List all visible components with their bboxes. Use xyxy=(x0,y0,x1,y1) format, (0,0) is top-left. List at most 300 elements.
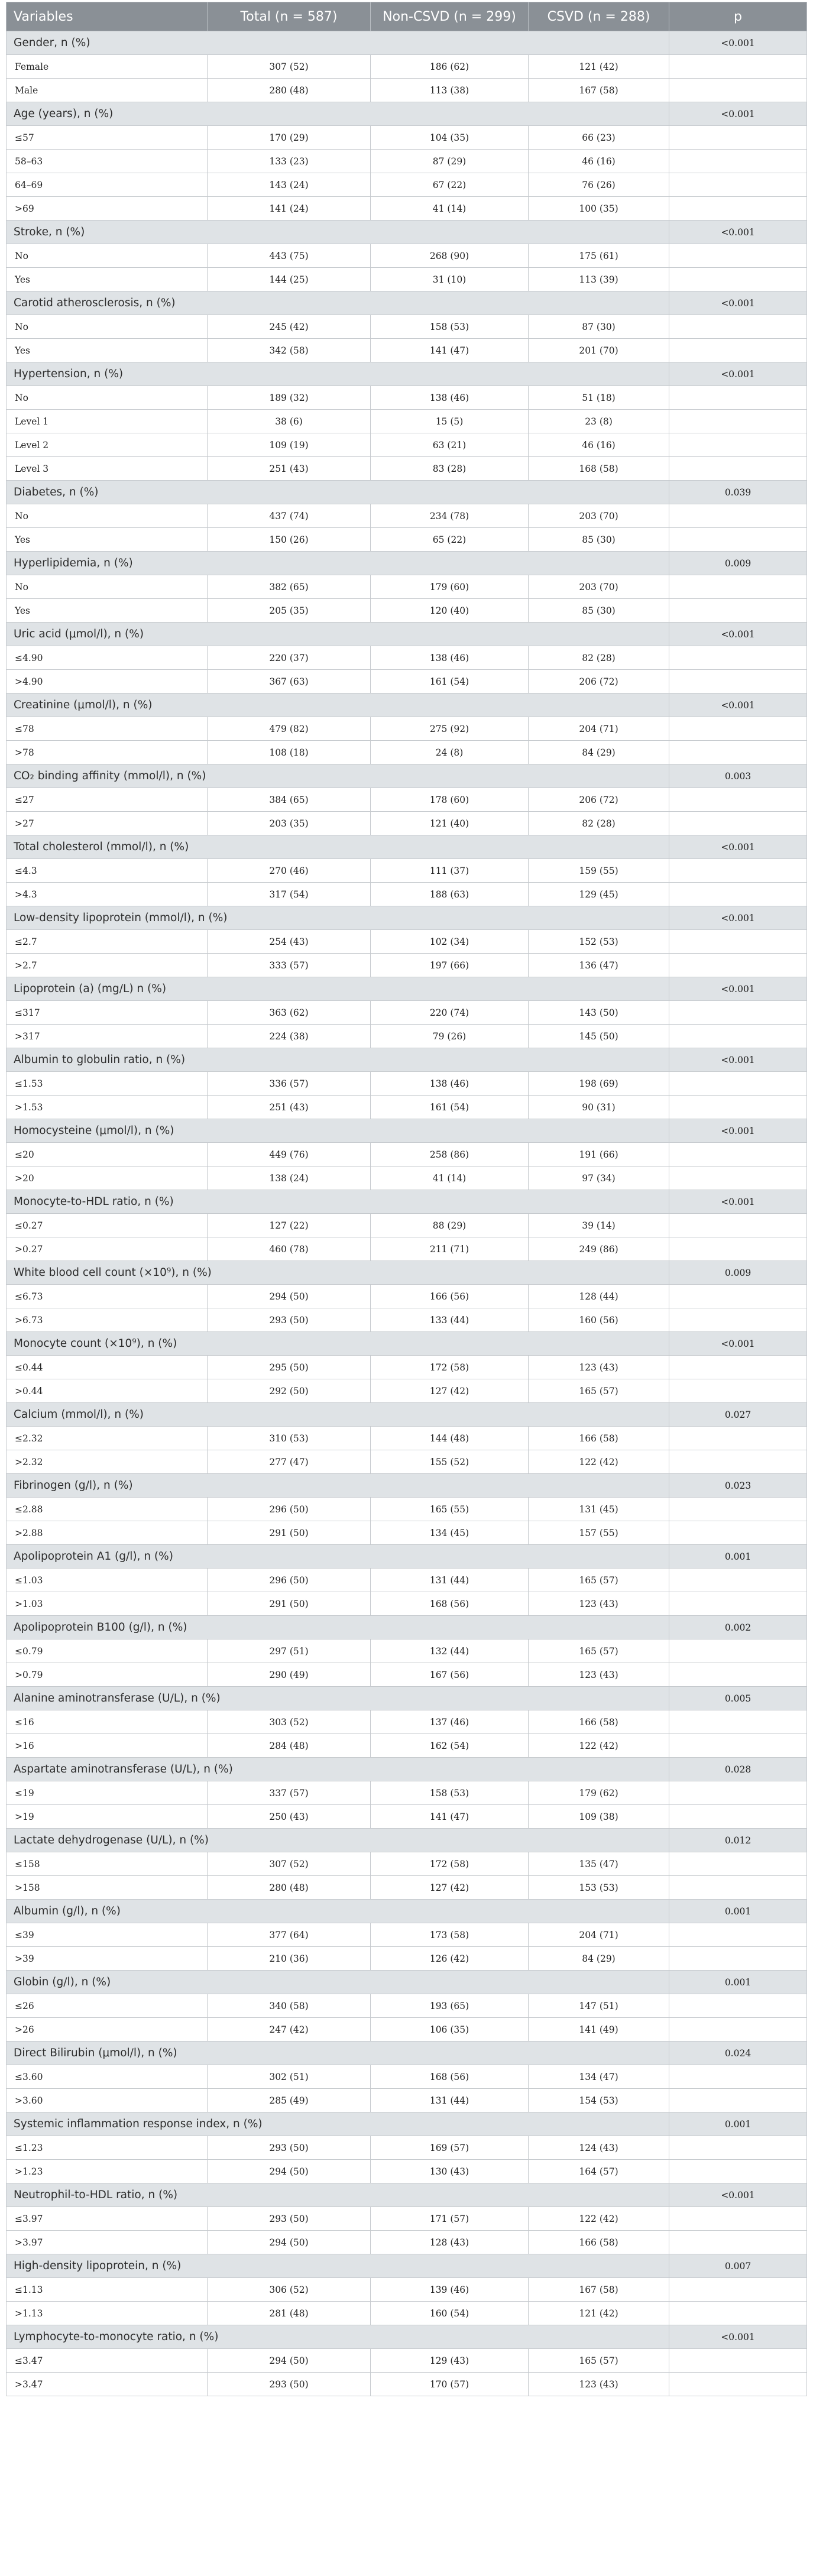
row-p-empty xyxy=(669,244,807,268)
row-non-csvd: 166 (56) xyxy=(371,1285,529,1308)
row-p-empty xyxy=(669,1876,807,1900)
table-row xyxy=(7,315,807,339)
row-label: ≤2.32 xyxy=(7,1427,208,1450)
row-p-empty xyxy=(669,2349,807,2373)
group-p-value: 0.039 xyxy=(669,481,807,504)
row-csvd: 129 (45) xyxy=(529,883,669,906)
row-p-empty xyxy=(669,1781,807,1805)
row-csvd: 121 (42) xyxy=(529,55,669,79)
row-label: Yes xyxy=(7,339,208,362)
group-p-value: <0.001 xyxy=(669,291,807,315)
row-total: 133 (23) xyxy=(208,150,371,173)
row-non-csvd: 144 (48) xyxy=(371,1427,529,1450)
row-p-empty xyxy=(669,575,807,599)
row-non-csvd: 168 (56) xyxy=(371,2065,529,2089)
row-label: ≤16 xyxy=(7,1710,208,1734)
row-total: 293 (50) xyxy=(208,1308,371,1332)
row-non-csvd: 131 (44) xyxy=(371,1569,529,1592)
table-row xyxy=(7,2373,807,2396)
row-p-empty xyxy=(669,1498,807,1521)
group-p-value: 0.001 xyxy=(669,1545,807,1569)
row-non-csvd: 178 (60) xyxy=(371,788,529,812)
table-row xyxy=(7,1356,807,1379)
group-header-row xyxy=(7,552,807,575)
row-csvd: 204 (71) xyxy=(529,1923,669,1947)
row-p-empty xyxy=(669,883,807,906)
row-label: ≤4.90 xyxy=(7,646,208,670)
row-total: 224 (38) xyxy=(208,1025,371,1048)
row-p-empty xyxy=(669,1143,807,1167)
row-label: Female xyxy=(7,55,208,79)
row-p-empty xyxy=(669,954,807,977)
header-variables: Variables xyxy=(7,2,208,31)
row-total: 170 (29) xyxy=(208,126,371,150)
group-name: Creatinine (μmol/l), n (%) xyxy=(7,694,669,717)
table-row xyxy=(7,1805,807,1829)
row-label: Yes xyxy=(7,599,208,623)
row-label: No xyxy=(7,504,208,528)
row-p-empty xyxy=(669,150,807,173)
group-header-row xyxy=(7,1332,807,1356)
group-header-row xyxy=(7,102,807,126)
table-row xyxy=(7,859,807,883)
row-non-csvd: 138 (46) xyxy=(371,386,529,410)
row-non-csvd: 137 (46) xyxy=(371,1710,529,1734)
row-label: ≤2.88 xyxy=(7,1498,208,1521)
row-label: No xyxy=(7,575,208,599)
row-csvd: 66 (23) xyxy=(529,126,669,150)
row-label: ≤3.47 xyxy=(7,2349,208,2373)
group-p-value: 0.001 xyxy=(669,1971,807,1994)
row-total: 306 (52) xyxy=(208,2278,371,2302)
row-label: >0.44 xyxy=(7,1379,208,1403)
row-total: 280 (48) xyxy=(208,1876,371,1900)
table-row xyxy=(7,126,807,150)
group-p-value: 0.005 xyxy=(669,1687,807,1710)
row-p-empty xyxy=(669,1308,807,1332)
group-p-value: <0.001 xyxy=(669,2183,807,2207)
header-p: p xyxy=(669,2,807,31)
table-row xyxy=(7,1285,807,1308)
row-p-empty xyxy=(669,1214,807,1237)
row-non-csvd: 126 (42) xyxy=(371,1947,529,1971)
row-total: 317 (54) xyxy=(208,883,371,906)
row-csvd: 165 (57) xyxy=(529,1639,669,1663)
header-non-csvd: Non-CSVD (n = 299) xyxy=(371,2,529,31)
row-csvd: 128 (44) xyxy=(529,1285,669,1308)
row-total: 251 (43) xyxy=(208,457,371,481)
row-csvd: 123 (43) xyxy=(529,1356,669,1379)
row-label: ≤19 xyxy=(7,1781,208,1805)
row-csvd: 46 (16) xyxy=(529,150,669,173)
row-total: 254 (43) xyxy=(208,930,371,954)
table-row xyxy=(7,575,807,599)
row-total: 108 (18) xyxy=(208,741,371,764)
row-csvd: 249 (86) xyxy=(529,1237,669,1261)
row-total: 203 (35) xyxy=(208,812,371,835)
group-name: White blood cell count (×10⁹), n (%) xyxy=(7,1261,669,1285)
row-csvd: 157 (55) xyxy=(529,1521,669,1545)
table-row xyxy=(7,1214,807,1237)
row-total: 277 (47) xyxy=(208,1450,371,1474)
group-name: Gender, n (%) xyxy=(7,31,669,55)
group-name: Homocysteine (μmol/l), n (%) xyxy=(7,1119,669,1143)
row-non-csvd: 113 (38) xyxy=(371,79,529,102)
row-total: 281 (48) xyxy=(208,2302,371,2325)
group-p-value: 0.009 xyxy=(669,1261,807,1285)
row-non-csvd: 170 (57) xyxy=(371,2373,529,2396)
row-label: ≤78 xyxy=(7,717,208,741)
group-name: Monocyte-to-HDL ratio, n (%) xyxy=(7,1190,669,1214)
group-header-row xyxy=(7,481,807,504)
row-total: 150 (26) xyxy=(208,528,371,552)
row-total: 205 (35) xyxy=(208,599,371,623)
row-total: 296 (50) xyxy=(208,1569,371,1592)
row-csvd: 154 (53) xyxy=(529,2089,669,2112)
row-label: ≤158 xyxy=(7,1852,208,1876)
row-non-csvd: 120 (40) xyxy=(371,599,529,623)
row-csvd: 76 (26) xyxy=(529,173,669,197)
row-p-empty xyxy=(669,1592,807,1616)
group-p-value: <0.001 xyxy=(669,1048,807,1072)
group-name: Albumin (g/l), n (%) xyxy=(7,1900,669,1923)
row-non-csvd: 139 (46) xyxy=(371,2278,529,2302)
row-csvd: 85 (30) xyxy=(529,599,669,623)
row-total: 291 (50) xyxy=(208,1592,371,1616)
row-label: >0.27 xyxy=(7,1237,208,1261)
row-label: >26 xyxy=(7,2018,208,2042)
row-csvd: 84 (29) xyxy=(529,741,669,764)
row-non-csvd: 167 (56) xyxy=(371,1663,529,1687)
group-name: Neutrophil-to-HDL ratio, n (%) xyxy=(7,2183,669,2207)
row-total: 144 (25) xyxy=(208,268,371,291)
row-label: Yes xyxy=(7,528,208,552)
row-p-empty xyxy=(669,741,807,764)
group-name: Albumin to globulin ratio, n (%) xyxy=(7,1048,669,1072)
row-total: 437 (74) xyxy=(208,504,371,528)
group-name: Low-density lipoprotein (mmol/l), n (%) xyxy=(7,906,669,930)
table-row xyxy=(7,1521,807,1545)
row-csvd: 147 (51) xyxy=(529,1994,669,2018)
header-csvd: CSVD (n = 288) xyxy=(529,2,669,31)
row-label: ≤317 xyxy=(7,1001,208,1025)
row-label: ≤6.73 xyxy=(7,1285,208,1308)
row-non-csvd: 131 (44) xyxy=(371,2089,529,2112)
row-label: ≤26 xyxy=(7,1994,208,2018)
group-header-row xyxy=(7,291,807,315)
group-name: Systemic inflammation response index, n (%) xyxy=(7,2112,669,2136)
group-name: Lymphocyte-to-monocyte ratio, n (%) xyxy=(7,2325,669,2349)
row-p-empty xyxy=(669,1096,807,1119)
row-non-csvd: 128 (43) xyxy=(371,2231,529,2254)
row-p-empty xyxy=(669,1167,807,1190)
row-total: 285 (49) xyxy=(208,2089,371,2112)
row-p-empty xyxy=(669,315,807,339)
row-csvd: 165 (57) xyxy=(529,1379,669,1403)
row-non-csvd: 158 (53) xyxy=(371,315,529,339)
row-csvd: 39 (14) xyxy=(529,1214,669,1237)
row-label: No xyxy=(7,244,208,268)
group-header-row xyxy=(7,2112,807,2136)
table-row xyxy=(7,173,807,197)
row-label: >69 xyxy=(7,197,208,221)
table-row xyxy=(7,339,807,362)
row-total: 109 (19) xyxy=(208,433,371,457)
row-total: 333 (57) xyxy=(208,954,371,977)
row-p-empty xyxy=(669,1663,807,1687)
row-total: 293 (50) xyxy=(208,2136,371,2160)
row-p-empty xyxy=(669,1639,807,1663)
row-csvd: 159 (55) xyxy=(529,859,669,883)
row-label: >1.53 xyxy=(7,1096,208,1119)
table-row xyxy=(7,1308,807,1332)
table-row xyxy=(7,1143,807,1167)
row-non-csvd: 258 (86) xyxy=(371,1143,529,1167)
row-total: 294 (50) xyxy=(208,2231,371,2254)
table-row xyxy=(7,788,807,812)
row-csvd: 206 (72) xyxy=(529,670,669,694)
row-csvd: 87 (30) xyxy=(529,315,669,339)
row-label: >3.60 xyxy=(7,2089,208,2112)
row-non-csvd: 179 (60) xyxy=(371,575,529,599)
group-header-row xyxy=(7,764,807,788)
row-csvd: 123 (43) xyxy=(529,2373,669,2396)
row-p-empty xyxy=(669,1427,807,1450)
row-total: 296 (50) xyxy=(208,1498,371,1521)
row-label: >2.88 xyxy=(7,1521,208,1545)
row-non-csvd: 160 (54) xyxy=(371,2302,529,2325)
table-row xyxy=(7,954,807,977)
row-csvd: 122 (42) xyxy=(529,1450,669,1474)
row-non-csvd: 83 (28) xyxy=(371,457,529,481)
row-total: 138 (24) xyxy=(208,1167,371,1190)
row-csvd: 84 (29) xyxy=(529,1947,669,1971)
group-header-row xyxy=(7,1616,807,1639)
row-non-csvd: 172 (58) xyxy=(371,1852,529,1876)
row-total: 38 (6) xyxy=(208,410,371,433)
row-non-csvd: 41 (14) xyxy=(371,1167,529,1190)
table-row xyxy=(7,1167,807,1190)
row-total: 245 (42) xyxy=(208,315,371,339)
group-header-row xyxy=(7,1687,807,1710)
row-label: ≤0.79 xyxy=(7,1639,208,1663)
row-non-csvd: 193 (65) xyxy=(371,1994,529,2018)
row-p-empty xyxy=(669,386,807,410)
row-p-empty xyxy=(669,55,807,79)
row-total: 143 (24) xyxy=(208,173,371,197)
row-csvd: 113 (39) xyxy=(529,268,669,291)
row-non-csvd: 127 (42) xyxy=(371,1876,529,1900)
table-row xyxy=(7,1025,807,1048)
row-total: 293 (50) xyxy=(208,2207,371,2231)
row-non-csvd: 169 (57) xyxy=(371,2136,529,2160)
row-p-empty xyxy=(669,79,807,102)
row-non-csvd: 173 (58) xyxy=(371,1923,529,1947)
row-non-csvd: 63 (21) xyxy=(371,433,529,457)
row-label: >2.7 xyxy=(7,954,208,977)
group-name: Uric acid (μmol/l), n (%) xyxy=(7,623,669,646)
row-p-empty xyxy=(669,1805,807,1829)
row-non-csvd: 158 (53) xyxy=(371,1781,529,1805)
row-p-empty xyxy=(669,1450,807,1474)
group-header-row xyxy=(7,1048,807,1072)
row-csvd: 203 (70) xyxy=(529,504,669,528)
row-label: ≤27 xyxy=(7,788,208,812)
row-non-csvd: 132 (44) xyxy=(371,1639,529,1663)
row-csvd: 164 (57) xyxy=(529,2160,669,2183)
group-name: Fibrinogen (g/l), n (%) xyxy=(7,1474,669,1498)
row-p-empty xyxy=(669,670,807,694)
group-name: Apolipoprotein A1 (g/l), n (%) xyxy=(7,1545,669,1569)
row-p-empty xyxy=(669,812,807,835)
row-csvd: 51 (18) xyxy=(529,386,669,410)
table-row xyxy=(7,2231,807,2254)
row-csvd: 201 (70) xyxy=(529,339,669,362)
row-p-empty xyxy=(669,1356,807,1379)
row-p-empty xyxy=(669,859,807,883)
row-non-csvd: 88 (29) xyxy=(371,1214,529,1237)
row-non-csvd: 168 (56) xyxy=(371,1592,529,1616)
group-p-value: <0.001 xyxy=(669,1190,807,1214)
row-csvd: 123 (43) xyxy=(529,1592,669,1616)
table-row xyxy=(7,670,807,694)
row-label: Level 1 xyxy=(7,410,208,433)
table-row xyxy=(7,1498,807,1521)
table-row xyxy=(7,1734,807,1758)
row-non-csvd: 162 (54) xyxy=(371,1734,529,1758)
row-total: 250 (43) xyxy=(208,1805,371,1829)
row-csvd: 23 (8) xyxy=(529,410,669,433)
row-csvd: 165 (57) xyxy=(529,1569,669,1592)
row-csvd: 131 (45) xyxy=(529,1498,669,1521)
group-name: Diabetes, n (%) xyxy=(7,481,669,504)
row-csvd: 134 (47) xyxy=(529,2065,669,2089)
group-header-row xyxy=(7,2042,807,2065)
row-label: ≤0.44 xyxy=(7,1356,208,1379)
table-row xyxy=(7,741,807,764)
group-name: Carotid atherosclerosis, n (%) xyxy=(7,291,669,315)
row-total: 141 (24) xyxy=(208,197,371,221)
row-p-empty xyxy=(669,930,807,954)
row-label: ≤1.03 xyxy=(7,1569,208,1592)
group-name: Aspartate aminotransferase (U/L), n (%) xyxy=(7,1758,669,1781)
table-row xyxy=(7,930,807,954)
row-csvd: 123 (43) xyxy=(529,1663,669,1687)
group-p-value: <0.001 xyxy=(669,623,807,646)
header-total: Total (n = 587) xyxy=(208,2,371,31)
row-non-csvd: 197 (66) xyxy=(371,954,529,977)
group-p-value: <0.001 xyxy=(669,2325,807,2349)
group-header-row xyxy=(7,1261,807,1285)
table-row xyxy=(7,883,807,906)
row-total: 210 (36) xyxy=(208,1947,371,1971)
row-non-csvd: 41 (14) xyxy=(371,197,529,221)
row-non-csvd: 268 (90) xyxy=(371,244,529,268)
baseline-characteristics-table xyxy=(6,2,807,2396)
table-row xyxy=(7,1781,807,1805)
row-non-csvd: 127 (42) xyxy=(371,1379,529,1403)
table-row xyxy=(7,646,807,670)
row-p-empty xyxy=(669,646,807,670)
row-p-empty xyxy=(669,2302,807,2325)
table-row xyxy=(7,2207,807,2231)
table-row xyxy=(7,504,807,528)
row-total: 280 (48) xyxy=(208,79,371,102)
table-row xyxy=(7,812,807,835)
row-p-empty xyxy=(669,2089,807,2112)
row-label: >27 xyxy=(7,812,208,835)
group-p-value: 0.007 xyxy=(669,2254,807,2278)
row-p-empty xyxy=(669,1001,807,1025)
group-p-value: <0.001 xyxy=(669,906,807,930)
row-p-empty xyxy=(669,504,807,528)
row-non-csvd: 165 (55) xyxy=(371,1498,529,1521)
row-csvd: 135 (47) xyxy=(529,1852,669,1876)
row-csvd: 166 (58) xyxy=(529,1710,669,1734)
row-csvd: 167 (58) xyxy=(529,79,669,102)
row-non-csvd: 138 (46) xyxy=(371,646,529,670)
row-total: 337 (57) xyxy=(208,1781,371,1805)
row-p-empty xyxy=(669,599,807,623)
row-label: >4.90 xyxy=(7,670,208,694)
row-csvd: 153 (53) xyxy=(529,1876,669,1900)
group-name: Globin (g/l), n (%) xyxy=(7,1971,669,1994)
row-csvd: 122 (42) xyxy=(529,2207,669,2231)
table-row xyxy=(7,386,807,410)
row-non-csvd: 155 (52) xyxy=(371,1450,529,1474)
table-row xyxy=(7,457,807,481)
row-total: 293 (50) xyxy=(208,2373,371,2396)
row-csvd: 97 (34) xyxy=(529,1167,669,1190)
row-non-csvd: 141 (47) xyxy=(371,1805,529,1829)
row-non-csvd: 171 (57) xyxy=(371,2207,529,2231)
group-header-row xyxy=(7,31,807,55)
row-csvd: 121 (42) xyxy=(529,2302,669,2325)
row-non-csvd: 186 (62) xyxy=(371,55,529,79)
group-header-row xyxy=(7,1403,807,1427)
table-row xyxy=(7,717,807,741)
group-name: Age (years), n (%) xyxy=(7,102,669,126)
row-csvd: 198 (69) xyxy=(529,1072,669,1096)
row-non-csvd: 104 (35) xyxy=(371,126,529,150)
row-csvd: 124 (43) xyxy=(529,2136,669,2160)
table-row xyxy=(7,2278,807,2302)
row-p-empty xyxy=(669,1852,807,1876)
group-name: Alanine aminotransferase (U/L), n (%) xyxy=(7,1687,669,1710)
table-row xyxy=(7,150,807,173)
table-row xyxy=(7,2018,807,2042)
row-csvd: 152 (53) xyxy=(529,930,669,954)
table-row xyxy=(7,2302,807,2325)
row-p-empty xyxy=(669,1947,807,1971)
row-non-csvd: 130 (43) xyxy=(371,2160,529,2183)
table-row xyxy=(7,1663,807,1687)
row-total: 340 (58) xyxy=(208,1994,371,2018)
group-name: High-density lipoprotein, n (%) xyxy=(7,2254,669,2278)
row-p-empty xyxy=(669,2065,807,2089)
group-p-value: <0.001 xyxy=(669,362,807,386)
group-header-row xyxy=(7,1119,807,1143)
table-row xyxy=(7,1923,807,1947)
table-row xyxy=(7,1379,807,1403)
row-label: >317 xyxy=(7,1025,208,1048)
table-row xyxy=(7,1592,807,1616)
row-non-csvd: 79 (26) xyxy=(371,1025,529,1048)
row-non-csvd: 67 (22) xyxy=(371,173,529,197)
row-label: >16 xyxy=(7,1734,208,1758)
group-p-value: <0.001 xyxy=(669,835,807,859)
row-p-empty xyxy=(669,1025,807,1048)
